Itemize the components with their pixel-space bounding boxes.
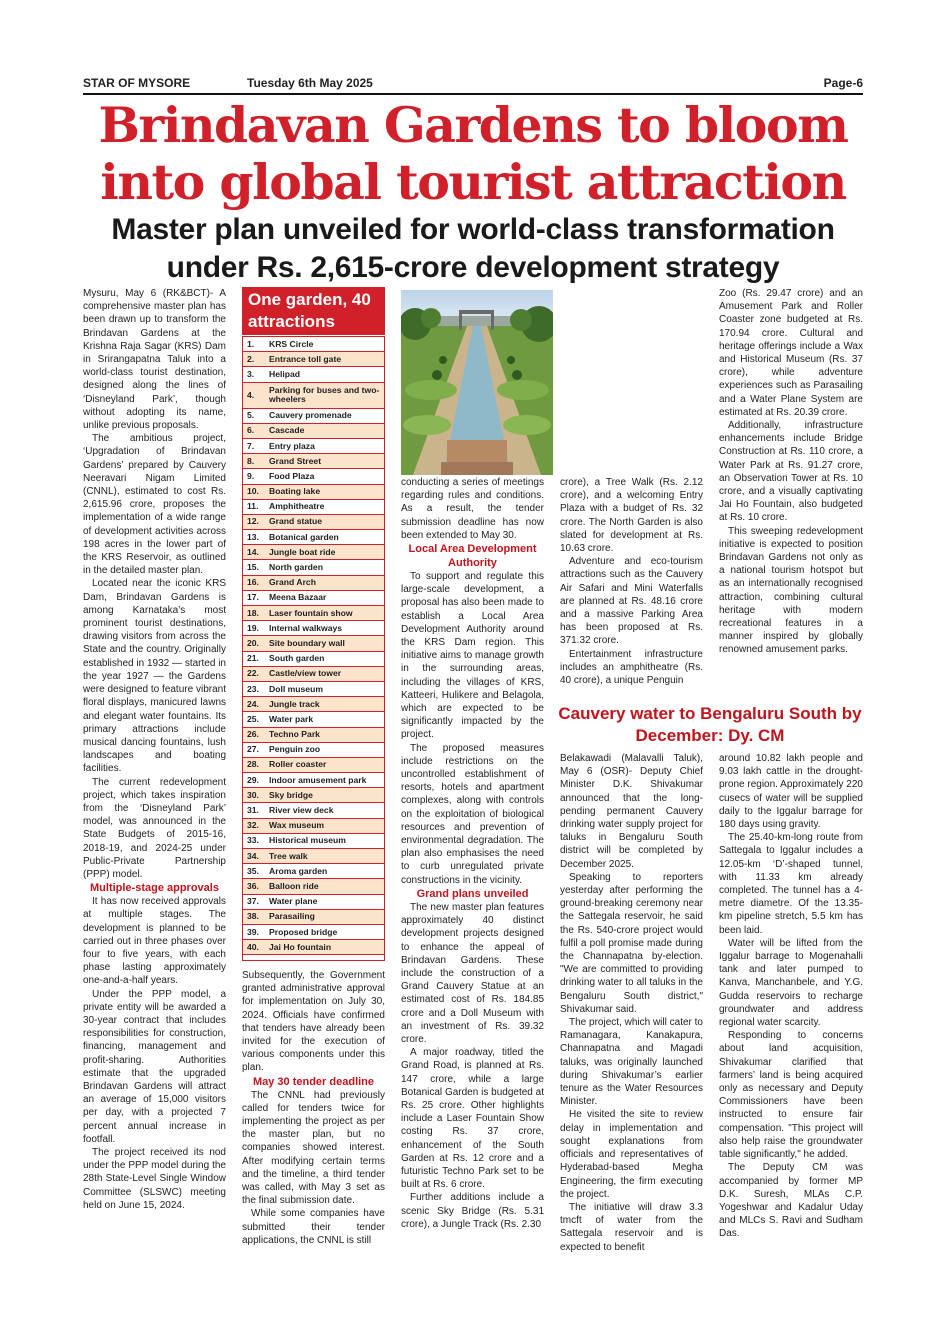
- article-column-4: [560, 476, 703, 687]
- attraction-name: Penguin zoo: [269, 744, 321, 755]
- attraction-name: Aroma garden: [269, 865, 328, 876]
- paragraph: He visited the site to review delay in implementation and sought explanations from officials and representatives of Hyderabad-based Megha Engineering, the firm executing the project.: [560, 1109, 703, 1200]
- attraction-name: North garden: [269, 562, 323, 573]
- attraction-number: 28.: [247, 759, 259, 770]
- paragraph: crore), a Tree Walk (Rs. 2.12 crore), and a welcoming Entry Plaza with a budget of Rs. 32 crore. The North Garden is also slated for development at Rs. 10.63 crore.: [560, 477, 703, 555]
- paragraph: The project received its nod under the PPP model during the 28th State-Level Single Window Committee (SLSWC) meeting held on June 15, 2024.: [83, 1147, 226, 1211]
- attraction-item: [243, 910, 384, 925]
- attraction-item: [243, 864, 384, 879]
- attraction-name: Parking for buses and two-wheelers: [269, 385, 380, 405]
- attraction-name: Site boundary wall: [269, 637, 345, 648]
- attraction-item: [243, 515, 384, 530]
- attraction-item: [243, 879, 384, 894]
- article-column-3: [401, 476, 544, 1231]
- attraction-number: 2.: [247, 353, 255, 364]
- attraction-number: 24.: [247, 698, 259, 709]
- attraction-name: Historical museum: [269, 835, 346, 846]
- paragraph: The 25.40-km-long route from Sattegala to Iggalur includes a 12.05-km ‘D’-shaped tunnel, with 11.33 km already completed. The tunnel has a 4-metre diametre. Of the 13.35-km pipeline stretch, 5.5 km has been laid.: [719, 832, 863, 936]
- paragraph: Additionally, infrastructure enhancements include Bridge Construction at Rs. 110 crore, a Water Park at Rs. 91.27 crore, an Observation Tower at Rs. 10 crore, and a visually captivating Jai Ho Fountain, also budgeted at Rs. 10 crore.: [719, 420, 863, 524]
- attraction-name: Proposed bridge: [269, 926, 338, 937]
- attraction-number: 11.: [247, 501, 259, 512]
- article-column-2: [242, 969, 385, 1247]
- attraction-name: Meena Bazaar: [269, 592, 327, 603]
- attraction-name: Cascade: [269, 425, 305, 436]
- paragraph: Further additions include a scenic Sky Bridge (Rs. 5.31 crore), a Jungle Track (Rs. 2.30: [401, 1192, 544, 1230]
- paper-name: STAR OF MYSORE: [83, 76, 191, 90]
- attraction-name: Entry plaza: [269, 440, 315, 451]
- paragraph: Zoo (Rs. 29.47 crore) and an Amusement Park and Roller Coaster zone budgeted at Rs. 170.94 crore. Cultural and heritage offerings include a Wax and Historical Museum (Rs. 37 crore), while adventure experiences such as Parasailing and a Water Plane System are estimated at Rs. 20.39 crore.: [719, 288, 863, 418]
- paragraph: The Deputy CM was accompanied by former MP D.K. Suresh, MLAs C.P. Yogeshwar and Kadalur Uday and MLCs S. Ravi and Sudham Das.: [719, 1162, 863, 1240]
- attraction-number: 5.: [247, 410, 255, 421]
- attraction-item: [243, 895, 384, 910]
- attraction-item: [243, 545, 384, 560]
- attractions-box-title: One garden, 40 attractions: [242, 287, 385, 335]
- attraction-number: 39.: [247, 926, 259, 937]
- paragraph: The current redevelopment project, which takes inspiration from the ‘Disneyland Park’ model, was announced in the State Budgets of 2015-16, 2018-19, and 2024-25 under Public-Private Partnership (PPP) model.: [83, 776, 226, 880]
- attraction-item: [243, 788, 384, 803]
- attraction-item: [243, 697, 384, 712]
- attraction-number: 40.: [247, 941, 259, 952]
- headline: Brindavan Gardens to bloom into global tourist attraction: [98, 96, 848, 211]
- attraction-number: 22.: [247, 668, 259, 679]
- attraction-name: Food Plaza: [269, 470, 315, 481]
- paragraph: Subsequently, the Government granted administrative approval for implementation on July 30, 2024. Officials have confirmed that tenders have already been invited for the execution of various components under this plan.: [242, 970, 385, 1074]
- paragraph: The project, which will cater to Ramanagara, Kanakapura, Channapatna and Magadi taluks, was originally launched during Shivakumar’s earlier tenure as the Water Resources Minister.: [560, 1017, 703, 1108]
- attraction-number: 25.: [247, 713, 259, 724]
- paragraph: Responding to concerns about land acquisition, Shivakumar clarified that farmers’ land is being acquired only as necessary and Deputy Commissioners have been instructed to ensure fair compensation. "This project will also help raise the groundwater table significantly," he added.: [719, 1030, 863, 1161]
- attraction-number: 32.: [247, 820, 259, 831]
- paragraph: around 10.82 lakh people and 9.03 lakh cattle in the drought-prone region. Approximately 220 cusecs of water will be supplied daily to the Iggalur barrage for 180 days using gravity.: [719, 753, 863, 831]
- attraction-item: [243, 621, 384, 636]
- attraction-item: [243, 439, 384, 454]
- attraction-number: 31.: [247, 805, 259, 816]
- attraction-number: 34.: [247, 850, 259, 861]
- attraction-number: 36.: [247, 880, 259, 891]
- attraction-item: [243, 849, 384, 864]
- paragraph: Water will be lifted from the Iggalur barrage to Mogenahalli tank and later pumped to Kanva, Manchanbele, and Y.G. Gudda reservoirs to recharge groundwater and address regional water scarcity.: [719, 937, 863, 1029]
- attraction-item: [243, 606, 384, 621]
- paragraph: A major roadway, titled the Grand Road, is planned at Rs. 147 crore, while a large Botanical Garden is budgeted at Rs. 25 crore. Other highlights include a Laser Fountain Show costing Rs. 37 crore, enhancement of the South Garden at Rs. 12 crore and a futuristic Techno Park set to be built at Rs. 6 crore.: [401, 1047, 544, 1191]
- attraction-item: [243, 636, 384, 651]
- attraction-name: Sky bridge: [269, 789, 313, 800]
- article-column-5: [719, 287, 863, 657]
- paragraph: To support and regulate this large-scale development, a proposal has also been made to establish a Local Area Development Authority around the KRS Dam region. This initiative aims to manage growth in the surrounding areas, including the villages of KRS, Katteeri, Hulikere and Belagola, which are expected to be significantly impacted by the project.: [401, 571, 544, 741]
- attraction-number: 38.: [247, 911, 259, 922]
- section-heading: Grand plans unveiled: [416, 887, 529, 900]
- attraction-item: [243, 560, 384, 575]
- attraction-item: [243, 834, 384, 849]
- section-heading: May 30 tender deadline: [252, 1075, 375, 1088]
- paragraph: The proposed measures include restrictions on the uncontrolled establishment of resorts, hotels and apartment complexes, along with controls on the exploitation of biological resources and prevention of environmental degradation. The plan also emphasises the need to curb unregulated private constructions in the vicinity.: [401, 742, 544, 886]
- paragraph: It has now received approvals at multiple stages. The development is planned to be carried out in three phases over four to five years, with each phase lasting approximately one-and-a-half years.: [83, 896, 226, 987]
- attraction-name: Internal walkways: [269, 622, 343, 633]
- attraction-name: Water park: [269, 713, 314, 724]
- attraction-item: [243, 383, 384, 409]
- attraction-number: 10.: [247, 486, 259, 497]
- attraction-number: 29.: [247, 774, 259, 785]
- attraction-number: 8.: [247, 455, 255, 466]
- attraction-name: Jungle boat ride: [269, 546, 336, 557]
- attraction-item: [243, 500, 384, 515]
- attraction-item: [243, 803, 384, 818]
- attraction-name: Parasailing: [269, 911, 315, 922]
- attraction-number: 18.: [247, 607, 259, 618]
- paragraph: Adventure and eco-tourism attractions such as the Cauvery Air Safari and Mini Waterfalls are planned at Rs. 48.16 crore and a massive Parking Area has been proposed at Rs. 371.32 crore.: [560, 556, 703, 647]
- attraction-name: South garden: [269, 653, 325, 664]
- attraction-name: Helipad: [269, 368, 301, 379]
- paragraph: Belakawadi (Malavalli Taluk), May 6 (OSR)- Deputy Chief Minister D.K. Shivakumar announced that the long-pending permanent Cauvery drinking water supply project for taluks in Bengaluru South district will be completed by December 2025.: [560, 753, 703, 870]
- cauvery-column-1: [560, 752, 703, 1254]
- attraction-number: 35.: [247, 865, 259, 876]
- attraction-name: KRS Circle: [269, 338, 314, 349]
- attraction-number: 3.: [247, 368, 255, 379]
- attraction-name: Tree walk: [269, 850, 308, 861]
- attractions-list: [242, 336, 385, 961]
- paragraph: While some companies have submitted their tender applications, the CNNL is still: [242, 1208, 385, 1246]
- paragraph: Speaking to reporters yesterday after performing the ground-breaking ceremony near the Sattegala reservoir, he said the Rs. 540-crore project would fulfil a poll promise made during the Channapatna by-election. "We are committed to providing drinking water to all taluks in the Bengaluru South district," Shivakumar said.: [560, 871, 703, 1015]
- gardens-photo: [401, 290, 553, 475]
- attraction-item: [243, 758, 384, 773]
- attraction-item: [243, 819, 384, 834]
- masthead: [83, 76, 863, 92]
- masthead-rule: [83, 93, 863, 95]
- paragraph: The ambitious project, ‘Upgradation of Brindavan Gardens’ prepared by Cauvery Neeravari Nigam Limited (CNNL), estimated to cost Rs. 2,615.96 crore, proposes the implementation of a wide range of development activities across 198 acres in the lower part of the KRS Reservoir, as outlined in the detailed master plan.: [83, 433, 226, 577]
- attraction-item: [243, 712, 384, 727]
- attraction-item: [243, 454, 384, 469]
- attraction-number: 13.: [247, 531, 259, 542]
- attraction-item: [243, 940, 384, 955]
- attraction-name: Techno Park: [269, 729, 320, 740]
- attraction-name: Jungle track: [269, 698, 320, 709]
- attraction-name: Laser fountain show: [269, 607, 353, 618]
- attraction-number: 30.: [247, 789, 259, 800]
- attraction-name: Grand Arch: [269, 577, 316, 588]
- paragraph: This sweeping redevelopment initiative is expected to position Brindavan Gardens not only as a national tourism hotspot but as an internationally recognised attraction, combining cultural heritage with modern recreational features in a manner inspired by globally renowned amusement parks.: [719, 525, 863, 656]
- attraction-name: Castle/view tower: [269, 668, 342, 679]
- subheadline: Master plan unveiled for world-class transformation under Rs. 2,615-crore development strategy: [111, 213, 835, 284]
- attraction-name: Jai Ho fountain: [269, 941, 332, 952]
- attraction-name: Balloon ride: [269, 880, 319, 891]
- attraction-item: [243, 352, 384, 367]
- paragraph: Under the PPP model, a private entity will be awarded a 30-year contract that includes responsibilities for construction, financing, management and profit-sharing. Authorities estimate that the upgraded Brindavan Gardens will attract an average of 15,000 visitors per day, with a projected 7 percent annual increase in footfall.: [83, 988, 226, 1145]
- attraction-item: [243, 925, 384, 940]
- attraction-name: Doll museum: [269, 683, 323, 694]
- paragraph: conducting a series of meetings regarding rules and conditions. As a result, the tender submission deadline has now been extended to May 30.: [401, 477, 544, 541]
- page-number: Page-6: [823, 76, 863, 90]
- attraction-number: 12.: [247, 516, 259, 527]
- attraction-item: [243, 591, 384, 606]
- attraction-number: 7.: [247, 440, 255, 451]
- attraction-item: [243, 652, 384, 667]
- attraction-number: 9.: [247, 470, 255, 481]
- attraction-name: Water plane: [269, 896, 318, 907]
- attraction-item: [243, 530, 384, 545]
- attraction-item: [243, 682, 384, 697]
- cauvery-headline: Cauvery water to Bengaluru South by December: Dy. CM: [558, 704, 862, 745]
- attraction-name: Amphitheatre: [269, 501, 325, 512]
- attraction-item: [243, 743, 384, 758]
- attraction-item: [243, 728, 384, 743]
- attraction-number: 26.: [247, 729, 259, 740]
- attraction-number: 23.: [247, 683, 259, 694]
- attraction-item: [243, 576, 384, 591]
- cauvery-column-2: [719, 752, 863, 1241]
- attraction-number: 33.: [247, 835, 259, 846]
- attraction-number: 16.: [247, 577, 259, 588]
- attraction-number: 21.: [247, 653, 259, 664]
- attraction-name: Indoor amusement park: [269, 774, 367, 785]
- attraction-item: [243, 367, 384, 382]
- paragraph: The new master plan features approximately 40 distinct development projects designed to enhance the appeal of Brindavan Gardens. These include the construction of a Grand Cauvery Statue at an estimated cost of Rs. 184.85 crore and a Doll Museum with an investment of Rs. 39.32 crore.: [401, 901, 544, 1045]
- attraction-name: Entrance toll gate: [269, 353, 342, 364]
- attraction-number: 1.: [247, 338, 255, 349]
- attraction-item: [243, 424, 384, 439]
- section-heading: Multiple-stage approvals: [90, 882, 219, 895]
- attraction-item: [243, 469, 384, 484]
- attraction-number: 15.: [247, 562, 259, 573]
- attraction-number: 27.: [247, 744, 259, 755]
- attraction-item: [243, 337, 384, 352]
- paragraph: The initiative will draw 3.3 tmcft of water from the Sattegala reservoir and is expected to benefit: [560, 1201, 703, 1253]
- attraction-number: 19.: [247, 622, 259, 633]
- section-heading: Local Area Development Authority: [408, 543, 537, 570]
- attraction-name: Boating lake: [269, 486, 321, 497]
- attraction-name: Wax museum: [269, 820, 325, 831]
- issue-date: Tuesday 6th May 2025: [247, 76, 373, 90]
- attraction-number: 14.: [247, 546, 259, 557]
- article-column-1: [83, 287, 226, 1212]
- attraction-name: Roller coaster: [269, 759, 327, 770]
- attraction-number: 37.: [247, 896, 259, 907]
- brindavan-gardens-image: [401, 290, 553, 475]
- attraction-number: 4.: [247, 389, 255, 400]
- attraction-number: 17.: [247, 592, 259, 603]
- paragraph: Mysuru, May 6 (RK&BCT)- A comprehensive master plan has been drawn up to transform the Brindavan Gardens at the Krishna Raja Sagar (KRS) Dam in Srirangapatna Taluk into a world-class tourist destination, designed along the lines of ‘Disneyland Park’, though without adopting its name, unlike previous proposals.: [83, 288, 226, 432]
- attraction-name: Grand Street: [269, 455, 322, 466]
- attraction-number: 20.: [247, 637, 259, 648]
- attraction-item: [243, 667, 384, 682]
- paragraph: Located near the iconic KRS Dam, Brindavan Gardens is among Karnataka’s most prominent tourist destinations, drawing visitors from across the State and the country. Originally established in 1932 — started in the year 1927 — the Gardens were designed to feature vibrant floral displays, manicured lawns and elegant water fountains. Its primary attractions include musical dancing fountains, lush landscapes and boating facilities.: [83, 578, 226, 775]
- attraction-item: [243, 409, 384, 424]
- attraction-name: Grand statue: [269, 516, 323, 527]
- paragraph: Entertainment infrastructure includes an amphitheatre (Rs. 40 crore), a unique Penguin: [560, 648, 703, 687]
- attraction-name: Botanical garden: [269, 531, 339, 542]
- attraction-name: Cauvery promenade: [269, 410, 352, 421]
- attraction-item: [243, 485, 384, 500]
- attraction-item: [243, 773, 384, 788]
- attraction-number: 6.: [247, 425, 255, 436]
- paragraph: The CNNL had previously called for tenders twice for implementing the project as per the master plan, but no companies showed interest. After modifying certain terms and the timeline, a third tender was called, with May 3 set as the final submission date.: [242, 1089, 385, 1207]
- attraction-name: River view deck: [269, 805, 334, 816]
